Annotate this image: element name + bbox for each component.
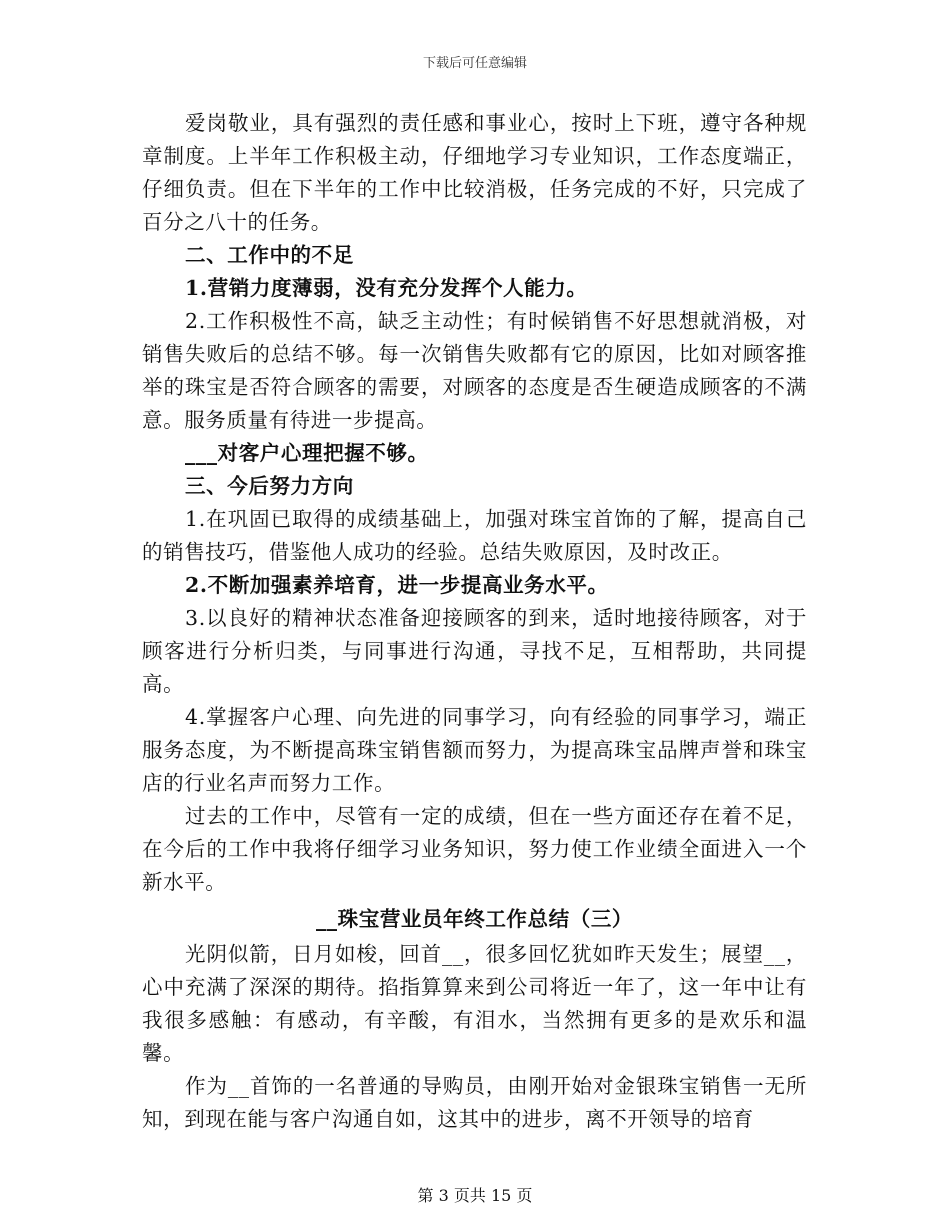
list-item-direction-1: 1.在巩固已取得的成绩基础上，加强对珠宝首饰的了解，提高自己的销售技巧，借鉴他人成功的经验。总结失败原因，及时改正。 xyxy=(142,507,807,564)
list-item-direction-4: 4.掌握客户心理、向先进的同事学习，向有经验的同事学习，端正服务态度，为不断提高珠宝销售额而努力，为提高珠宝品牌声誉和珠宝店的行业名声而努力工作。 xyxy=(142,705,807,795)
paragraph-opening: 光阴似箭，日月如梭，回首__，很多回忆犹如昨天发生；展望__，心中充满了深深的期待。掐指算算来到公司将近一年了，这一年中让有我很多感触：有感动，有辛酸，有泪水，当然拥有更多的是欢乐和温馨。 xyxy=(142,942,807,1065)
page-number: 第 3 页共 15 页 xyxy=(417,1186,533,1205)
paragraph-conclusion: 过去的工作中，尽管有一定的成绩，但在一些方面还存在着不足，在今后的工作中我将仔细学习业务知识，努力使工作业绩全面进入一个新水平。 xyxy=(142,804,807,894)
page-header: 下载后可任意编辑 xyxy=(422,56,527,71)
paragraph-work-attitude: 爱岗敬业，具有强烈的责任感和事业心，按时上下班，遵守各种规章制度。上半年工作积极主动，仔细地学习专业知识，工作态度端正，仔细负责。但在下半年的工作中比较消极，任务完成的不好，只完成了百分之八十的任务。 xyxy=(142,111,807,234)
list-item-direction-3: 3.以良好的精神状态准备迎接顾客的到来，适时地接待顾客，对于顾客进行分析归类，与同事进行沟通，寻找不足，互相帮助，共同提高。 xyxy=(142,606,807,696)
paragraph-introduction: 作为__首饰的一名普通的导购员，由刚开始对金银珠宝销售一无所知，到现在能与客户沟通自如，这其中的进步，离不开领导的培育 xyxy=(142,1074,807,1131)
section-heading-shortcomings: 二、工作中的不足 xyxy=(185,243,354,267)
document-title-part-3: __珠宝营业员年终工作总结（三） xyxy=(315,907,634,931)
section-heading-future-direction: 三、今后努力方向 xyxy=(185,474,354,498)
list-item-shortcoming-2: 2.工作积极性不高，缺乏主动性；有时候销售不好思想就消极，对销售失败后的总结不够。每一次销售失败都有它的原因，比如对顾客推举的珠宝是否符合顾客的需要，对顾客的态度是否生硬造成顾客的不满意。服务质量有待进一步提高。 xyxy=(142,309,807,432)
document-body xyxy=(142,107,807,1136)
list-item-shortcoming-1: 1.营销力度薄弱，没有充分发挥个人能力。 xyxy=(185,276,588,300)
list-item-direction-2: 2.不断加强素养培育，进一步提高业务水平。 xyxy=(185,573,609,597)
list-item-shortcoming-3: ___对客户心理把握不够。 xyxy=(185,441,429,465)
